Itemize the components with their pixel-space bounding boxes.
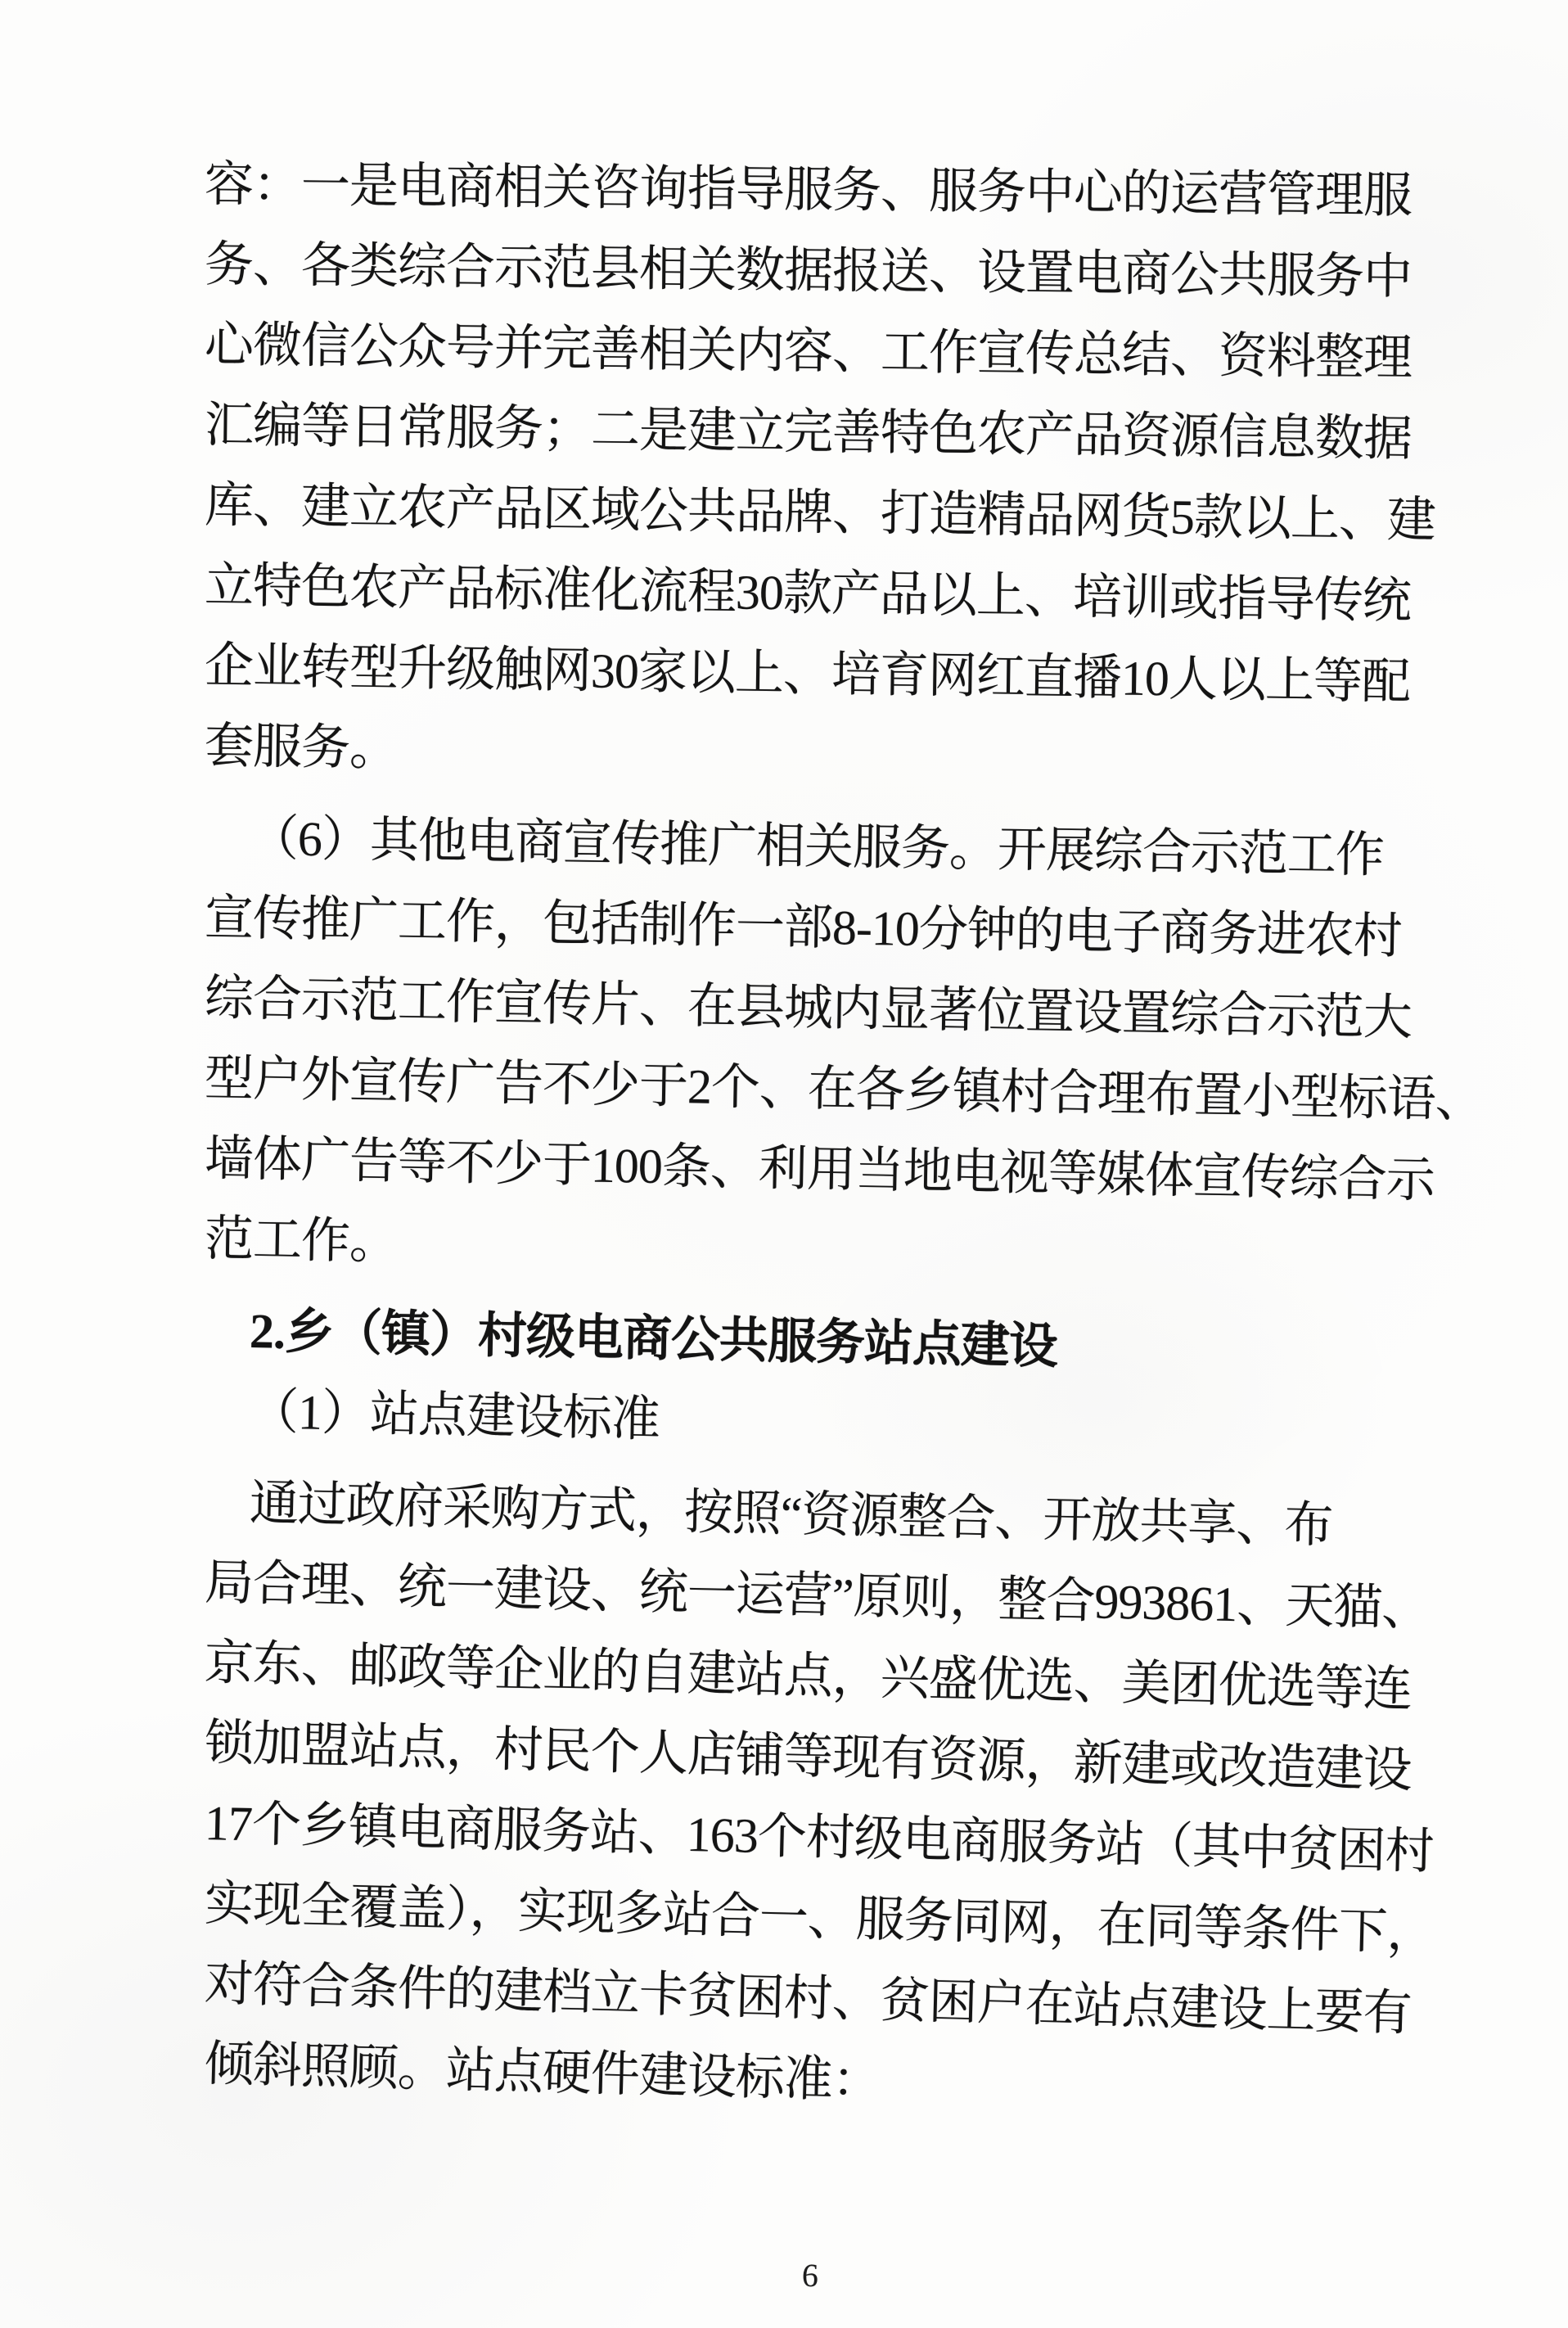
- text-line-9: （6）其他电商宣传推广相关服务。开展综合示范工作: [249, 810, 1385, 882]
- text-line-19: 京东、邮政等企业的自建站点，兴盛优选、美团优选等连: [204, 1635, 1413, 1717]
- text-line-17: 通过政府采购方式，按照“资源整合、开放共享、布: [249, 1476, 1334, 1553]
- text-line-16: （1）站点建设标准: [249, 1384, 660, 1447]
- text-line-7: 企业转型升级触网30家以上、培育网红直播10人以上等配: [204, 638, 1411, 710]
- document-text-block: [204, 144, 1485, 2109]
- text-line-23: 对符合条件的建档立卡贫困村、贫困户在站点建设上要有: [204, 1956, 1413, 2041]
- text-line-10: 宣传推广工作，包括制作一部8-10分钟的电子商务进农村: [204, 891, 1403, 964]
- text-line-14: 范工作。: [204, 1211, 399, 1270]
- text-line-13: 墙体广告等不少于100条、利用当地电视等媒体宣传综合示: [204, 1131, 1435, 1208]
- text-line-24: 倾斜照顾。站点硬件建设标准：: [204, 2037, 881, 2109]
- section-heading: 2.乡（镇）村级电商公共服务站点建设: [249, 1304, 1058, 1374]
- text-line-4: 汇编等日常服务；二是建立完善特色农产品资源信息数据: [204, 398, 1413, 467]
- text-line-2: 务、各类综合示范县相关数据报送、设置电商公共服务中: [204, 237, 1413, 305]
- text-line-22: 实现全覆盖），实现多站合一、服务同网，在同等条件下，: [204, 1876, 1436, 1960]
- text-line-5: 库、建立农产品区域公共品牌、打造精品网货5款以上、建: [204, 478, 1436, 548]
- page-number: 6: [801, 2256, 819, 2294]
- text-line-12: 型户外宣传广告不少于2个、在各乡镇村合理布置小型标语、: [204, 1051, 1485, 1128]
- text-line-18: 局合理、统一建设、统一运营”原则，整合993861、天猫、: [204, 1555, 1431, 1636]
- text-line-20: 锁加盟站点，村民个人店铺等现有资源，新建或改造建设: [204, 1716, 1413, 1798]
- text-line-21: 17个乡镇电商服务站、163个村级电商服务站（其中贫困村: [204, 1796, 1435, 1879]
- text-line-3: 心微信公众号并完善相关内容、工作宣传总结、资料整理: [204, 318, 1413, 386]
- text-line-11: 综合示范工作宣传片、在县城内显著位置设置综合示范大: [204, 971, 1413, 1045]
- text-line-6: 立特色农产品标准化流程30款产品以上、培训或指导传统: [204, 558, 1412, 629]
- text-line-8: 套服务。: [204, 719, 399, 776]
- text-line-1: 容：一是电商相关咨询指导服务、服务中心的运营管理服: [204, 157, 1413, 223]
